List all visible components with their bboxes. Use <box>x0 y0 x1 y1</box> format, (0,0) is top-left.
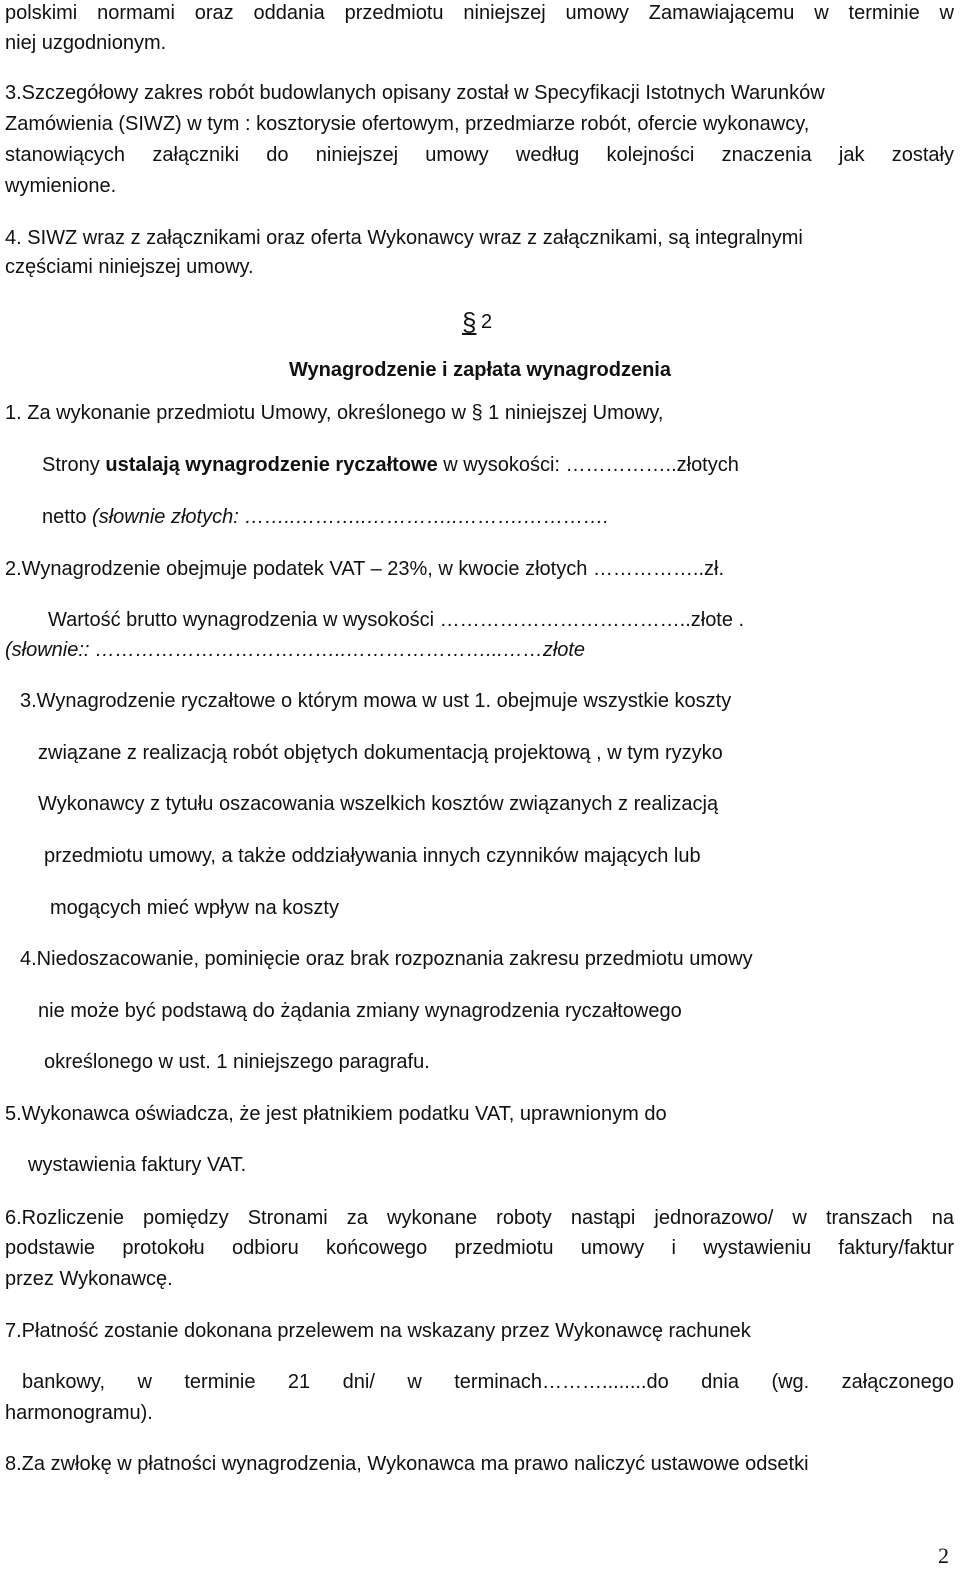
item1-amount: w wysokości: ……………..złotych <box>437 454 739 476</box>
intro-line-2: niej uzgodnionym. <box>5 32 167 54</box>
item2-line-1: 2.Wynagrodzenie obejmuje podatek VAT – 23%, w kwocie złotych ……………..zł. <box>5 558 725 580</box>
item3-line-1: 3.Wynagrodzenie ryczałtowe o którym mowa w ust 1. obejmuje wszystkie koszty <box>20 690 732 712</box>
item1-words: (słownie złotych: ……..………..…………..……….…………. <box>92 506 609 528</box>
item7-line-3: harmonogramu). <box>5 1402 153 1424</box>
para3-line-3: stanowiących załączniki do niniejszej umowy według kolejności znaczenia jak zostały <box>5 144 954 166</box>
section-sign: § <box>462 307 477 337</box>
section-title: Wynagrodzenie i zapłata wynagrodzenia <box>289 359 671 381</box>
item5-line-1: 5.Wykonawca oświadcza, że jest płatnikiem podatku VAT, uprawnionym do <box>5 1103 667 1125</box>
item2-line-3: (słownie:: ………………………………..…………………...……złote <box>5 639 586 661</box>
item8-line-1: 8.Za zwłokę w płatności wynagrodzenia, Wykonawca ma prawo naliczyć ustawowe odsetki <box>5 1453 809 1475</box>
para3-line-1: 3.Szczegółowy zakres robót budowlanych opisany został w Specyfikacji Istotnych Warunków <box>5 82 825 104</box>
item1-strony: Strony <box>42 454 106 476</box>
item4-line-3: określonego w ust. 1 niniejszego paragrafu. <box>44 1051 430 1073</box>
section-number: 2 <box>481 311 493 333</box>
item3-line-4: przedmiotu umowy, a także oddziaływania innych czynników mających lub <box>44 845 701 867</box>
item1-bold-phrase: ustalają wynagrodzenie ryczałtowe <box>105 454 438 476</box>
item3-line-3: Wykonawcy z tytułu oszacowania wszelkich kosztów związanych z realizacją <box>38 793 719 815</box>
item5-line-2: wystawienia faktury VAT. <box>28 1154 247 1176</box>
item3-line-2: związane z realizacją robót objętych dokumentacją projektową , w tym ryzyko <box>38 742 723 764</box>
item1-line-2 <box>42 452 739 478</box>
item6-line-3: przez Wykonawcę. <box>5 1268 173 1290</box>
item2-line-2: Wartość brutto wynagrodzenia w wysokości ………………………………..złote . <box>48 609 745 631</box>
para3-line-2: Zamówienia (SIWZ) w tym : kosztorysie ofertowym, przedmiarze robót, ofercie wykonawcy, <box>5 113 810 135</box>
para3-line-4: wymienione. <box>5 175 117 197</box>
item1-line-3 <box>42 504 609 530</box>
para4-line-2: częściami niniejszej umowy. <box>5 256 254 278</box>
item1-netto: netto <box>42 506 93 528</box>
page-number: 2 <box>938 1543 949 1568</box>
item7-line-1: 7.Płatność zostanie dokonana przelewem na wskazany przez Wykonawcę rachunek <box>5 1320 751 1342</box>
item7-line-2: bankowy, w terminie 21 dni/ w terminach………........do dnia (wg. załączonego <box>22 1371 954 1393</box>
intro-line-1: polskimi normami oraz oddania przedmiotu niniejszej umowy Zamawiającemu w terminie w <box>5 2 954 24</box>
item6-line-2: podstawie protokołu odbioru końcowego przedmiotu umowy i wystawieniu faktury/faktur <box>5 1237 954 1259</box>
item6-line-1: 6.Rozliczenie pomiędzy Stronami za wykonane roboty nastąpi jednorazowo/ w transzach na <box>5 1207 954 1229</box>
item4-line-1: 4.Niedoszacowanie, pominięcie oraz brak rozpoznania zakresu przedmiotu umowy <box>20 948 753 970</box>
item4-line-2: nie może być podstawą do żądania zmiany wynagrodzenia ryczałtowego <box>38 1000 682 1022</box>
para4-line-1: 4. SIWZ wraz z załącznikami oraz oferta Wykonawcy wraz z załącznikami, są integralnymi <box>5 227 803 249</box>
item3-line-5: mogących mieć wpływ na koszty <box>50 897 339 919</box>
item1-line-1: 1. Za wykonanie przedmiotu Umowy, określonego w § 1 niniejszej Umowy, <box>5 402 664 424</box>
